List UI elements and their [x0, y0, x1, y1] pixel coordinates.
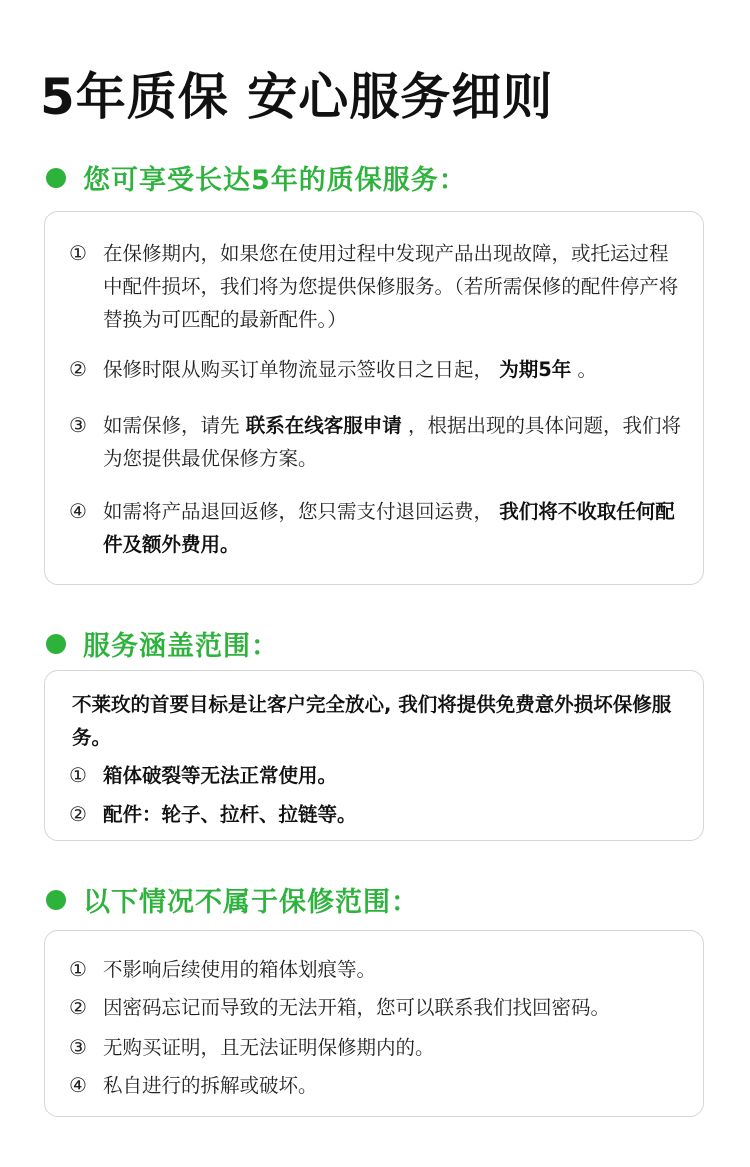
list-item — [69, 353, 681, 386]
list-item — [69, 495, 681, 561]
list-item — [69, 798, 681, 831]
item-text: 如需保修，请先 — [103, 414, 240, 437]
green-dot-icon — [46, 634, 66, 654]
section-heading-exclusions — [46, 880, 419, 919]
green-dot-icon — [46, 890, 66, 910]
warranty-details-card — [44, 211, 704, 585]
item-number: ① — [69, 957, 87, 981]
list-item — [69, 237, 681, 336]
item-text: 保修时限从购买订单物流显示签收日之日起， — [103, 358, 494, 381]
item-text: 如需将产品退回返修，您只需支付退回运费， — [103, 500, 494, 523]
item-number: ③ — [69, 1035, 87, 1059]
list-item — [69, 409, 681, 475]
item-number: ① — [69, 241, 87, 265]
coverage-card — [44, 670, 704, 841]
exclusions-card — [44, 930, 704, 1117]
item-bold-text: 联系在线客服申请 — [245, 414, 402, 437]
item-text: 因密码忘记而导致的无法开箱，您可以联系我们找回密码。 — [103, 996, 611, 1019]
item-text: 在保修期内，如果您在使用过程中发现产品出现故障，或托运过程中配件损坏，我们将为您提供保修服务。（若所需保修的配件停产将替换为可匹配的最新配件。） — [103, 242, 679, 331]
list-item — [69, 991, 681, 1024]
list-item — [69, 953, 681, 986]
item-text: 无购买证明，且无法证明保修期内的。 — [103, 1036, 435, 1059]
item-number: ① — [69, 763, 87, 787]
green-dot-icon — [46, 168, 66, 188]
item-text: 箱体破裂等无法正常使用。 — [103, 764, 338, 787]
item-number: ③ — [69, 413, 87, 437]
item-number: ④ — [69, 499, 87, 523]
item-text: 私自进行的拆解或破坏。 — [103, 1074, 318, 1097]
section-heading-text: 服务涵盖范围： — [83, 631, 279, 662]
list-item — [69, 1069, 681, 1102]
item-text: 配件：轮子、拉杆、拉链等。 — [103, 803, 357, 826]
coverage-intro: 不莱玫的首要目标是让客户完全放心, 我们将提供免费意外损坏保修服务。 — [72, 693, 672, 749]
item-text: 。 — [577, 358, 598, 381]
item-text: 不影响后续使用的箱体划痕等。 — [103, 958, 377, 981]
item-number: ④ — [69, 1073, 87, 1097]
item-text: ，根据出现的具体问题，我们将为您提供最优保修方案。 — [103, 414, 681, 470]
list-item — [69, 1031, 681, 1064]
item-number: ② — [69, 357, 87, 381]
section-heading-coverage — [46, 624, 279, 663]
item-number: ② — [69, 802, 87, 826]
list-item — [69, 759, 681, 792]
item-bold-text: 为期5年 — [499, 358, 572, 381]
page-title: 5年质保 安心服务细则 — [40, 68, 554, 126]
section-heading-text: 您可享受长达5年的质保服务： — [83, 165, 467, 196]
section-heading-warranty — [46, 158, 467, 197]
section-heading-text: 以下情况不属于保修范围： — [83, 887, 419, 918]
item-number: ② — [69, 995, 87, 1019]
item-bold-text: 我们将不收取任何配件及额外费用。 — [103, 500, 675, 556]
